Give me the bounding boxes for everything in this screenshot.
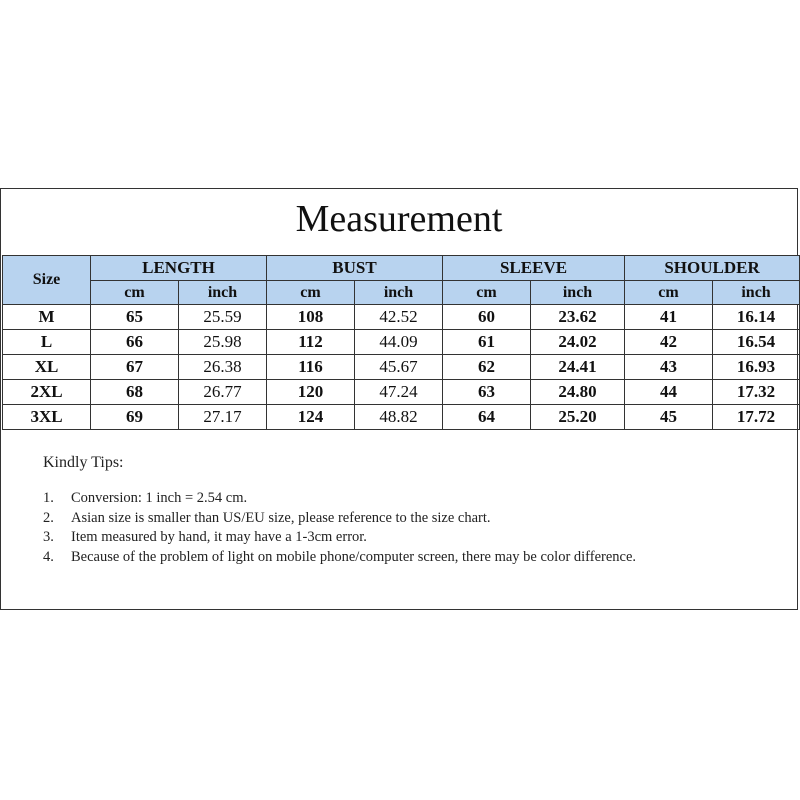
- table-cell: 61: [443, 330, 531, 355]
- group-header-shoulder: SHOULDER: [625, 256, 800, 281]
- table-cell: 41: [625, 305, 713, 330]
- tip-number: 2.: [43, 509, 54, 526]
- list-item: [43, 548, 763, 568]
- table-cell: 62: [443, 355, 531, 380]
- table-cell: 44.09: [355, 330, 443, 355]
- group-header-length: LENGTH: [91, 256, 267, 281]
- table-cell: 64: [443, 405, 531, 430]
- table-cell: 45: [625, 405, 713, 430]
- table-cell: 116: [267, 355, 355, 380]
- table-cell: 67: [91, 355, 179, 380]
- table-cell: 44: [625, 380, 713, 405]
- list-item: [43, 489, 763, 509]
- group-header-bust: BUST: [267, 256, 443, 281]
- table-cell: 24.80: [531, 380, 625, 405]
- tip-number: 1.: [43, 490, 54, 506]
- table-cell: 65: [91, 305, 179, 330]
- list-item: [43, 528, 763, 548]
- unit-header: inch: [713, 281, 800, 305]
- table-row: [3, 380, 800, 405]
- table-cell: 27.17: [179, 405, 267, 430]
- size-cell: M: [3, 305, 91, 330]
- table-cell: 42.52: [355, 305, 443, 330]
- table-cell: 63: [443, 380, 531, 405]
- table-row: [3, 405, 800, 430]
- table-cell: 23.62: [531, 305, 625, 330]
- table-cell: 25.20: [531, 405, 625, 430]
- table-cell: 66: [91, 330, 179, 355]
- table-cell: 48.82: [355, 405, 443, 430]
- unit-header: inch: [355, 281, 443, 305]
- table-cell: 24.41: [531, 355, 625, 380]
- group-header-sleeve: SLEEVE: [443, 256, 625, 281]
- table-cell: 42: [625, 330, 713, 355]
- table-row: [3, 330, 800, 355]
- table-cell: 17.32: [713, 380, 800, 405]
- unit-header: inch: [531, 281, 625, 305]
- table-cell: 120: [267, 380, 355, 405]
- unit-header: cm: [267, 281, 355, 305]
- table-cell: 16.54: [713, 330, 800, 355]
- unit-header: inch: [179, 281, 267, 305]
- size-header: Size: [3, 256, 91, 305]
- tips-list: [43, 489, 763, 567]
- table-cell: 108: [267, 305, 355, 330]
- table-row: [3, 355, 800, 380]
- table-cell: 45.67: [355, 355, 443, 380]
- tip-text: Because of the problem of light on mobile phone/computer screen, there may be color difference.: [71, 548, 637, 565]
- table-cell: 124: [267, 405, 355, 430]
- unit-header: cm: [91, 281, 179, 305]
- unit-header: cm: [625, 281, 713, 305]
- tip-text: Conversion: 1 inch = 2.54 cm.: [71, 490, 248, 506]
- table-cell: 112: [267, 330, 355, 355]
- tip-text: Asian size is smaller than US/EU size, please reference to the size chart.: [71, 509, 491, 526]
- table-cell: 43: [625, 355, 713, 380]
- table-cell: 69: [91, 405, 179, 430]
- table-cell: 68: [91, 380, 179, 405]
- table-row: [3, 305, 800, 330]
- table-cell: 16.14: [713, 305, 800, 330]
- table-cell: 25.59: [179, 305, 267, 330]
- size-table: [2, 255, 800, 430]
- table-cell: 47.24: [355, 380, 443, 405]
- list-item: [43, 509, 763, 529]
- page-title: Measurement: [295, 198, 503, 240]
- table-cell: 25.98: [179, 330, 267, 355]
- size-cell: 3XL: [3, 405, 91, 430]
- tips-title: Kindly Tips:: [43, 454, 124, 471]
- tip-number: 4.: [43, 548, 54, 565]
- table-cell: 16.93: [713, 355, 800, 380]
- kindly-tips: [43, 454, 763, 567]
- table-cell: 60: [443, 305, 531, 330]
- tip-text: Item measured by hand, it may have a 1-3cm error.: [71, 529, 367, 545]
- tip-number: 3.: [43, 529, 54, 545]
- unit-header: cm: [443, 281, 531, 305]
- table-cell: 26.77: [179, 380, 267, 405]
- measurement-card: [0, 188, 798, 610]
- size-cell: 2XL: [3, 380, 91, 405]
- table-cell: 17.72: [713, 405, 800, 430]
- table-cell: 26.38: [179, 355, 267, 380]
- size-cell: L: [3, 330, 91, 355]
- table-cell: 24.02: [531, 330, 625, 355]
- size-cell: XL: [3, 355, 91, 380]
